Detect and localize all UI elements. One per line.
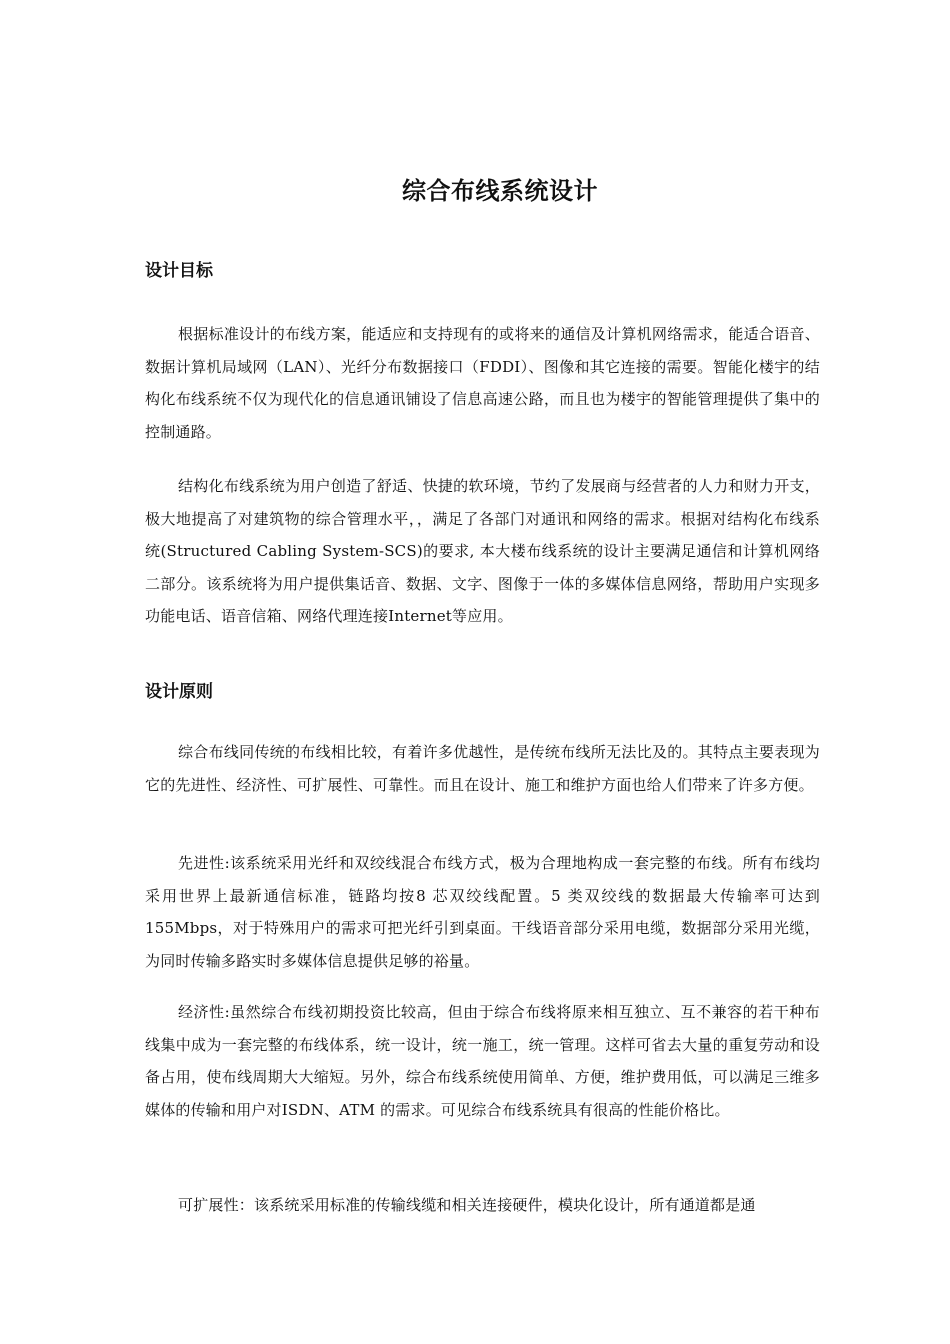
- paragraph-goals-1: 根据标准设计的布线方案，能适应和支持现有的或将来的通信及计算机网络需求，能适合语音、数据计算机局域网（LAN）、光纤分布数据接口（FDDI）、图像和其它连接的需要。智能化楼宇的结构化布线系统不仅为现代化的信息通讯铺设了信息高速公路，而且也为楼宇的智能管理提供了集中的控制通路。: [145, 325, 820, 441]
- section-heading-design-principles: 设计原则: [145, 682, 213, 702]
- paragraph-goals-2: 结构化布线系统为用户创造了舒适、快捷的软环境，节约了发展商与经营者的人力和财力开支，极大地提高了对建筑物的综合管理水平，，满足了各部门对通讯和网络的需求。根据对结构化布线系统(Structured Cabling System-SCS)的要求, 本大楼布线系统的设计主要满足通信和计算机网络二部分。该系统将为用户提供集话音、数据、文字、图像于一体的多媒体信息网络，帮助用户实现多功能电话、语音信箱、网络代理连接Internet等应用。: [145, 477, 820, 625]
- section-heading-design-goals: 设计目标: [145, 261, 213, 281]
- paragraph-advancement: 先进性:该系统采用光纤和双绞线混合布线方式，极为合理地构成一套完整的布线。所有布线均采用世界上最新通信标准，链路均按8 芯双绞线配置。5 类双绞线的数据最大传输率可达到155Mbps，对于特殊用户的需求可把光纤引到桌面。干线语音部分采用电缆，数据部分采用光缆，为同时传输多路实时多媒体信息提供足够的裕量。: [145, 854, 820, 970]
- paragraph-economy: 经济性:虽然综合布线初期投资比较高，但由于综合布线将原来相互独立、互不兼容的若干种布线集中成为一套完整的布线体系，统一设计，统一施工，统一管理。这样可省去大量的重复劳动和设备占用，使布线周期大大缩短。另外，综合布线系统使用简单、方便，维护费用低，可以满足三维多媒体的传输和用户对ISDN、ATM 的需求。可见综合布线系统具有很高的性能价格比。: [145, 1003, 820, 1119]
- paragraph-principles-intro: 综合布线同传统的布线相比较，有着许多优越性，是传统布线所无法比及的。其特点主要表现为它的先进性、经济性、可扩展性、可靠性。而且在设计、施工和维护方面也给人们带来了许多方便。: [145, 743, 820, 794]
- paragraph-scalability: 可扩展性：该系统采用标准的传输线缆和相关连接硬件，模块化设计，所有通道都是通: [178, 1196, 756, 1214]
- document-title: 综合布线系统设计: [402, 177, 598, 205]
